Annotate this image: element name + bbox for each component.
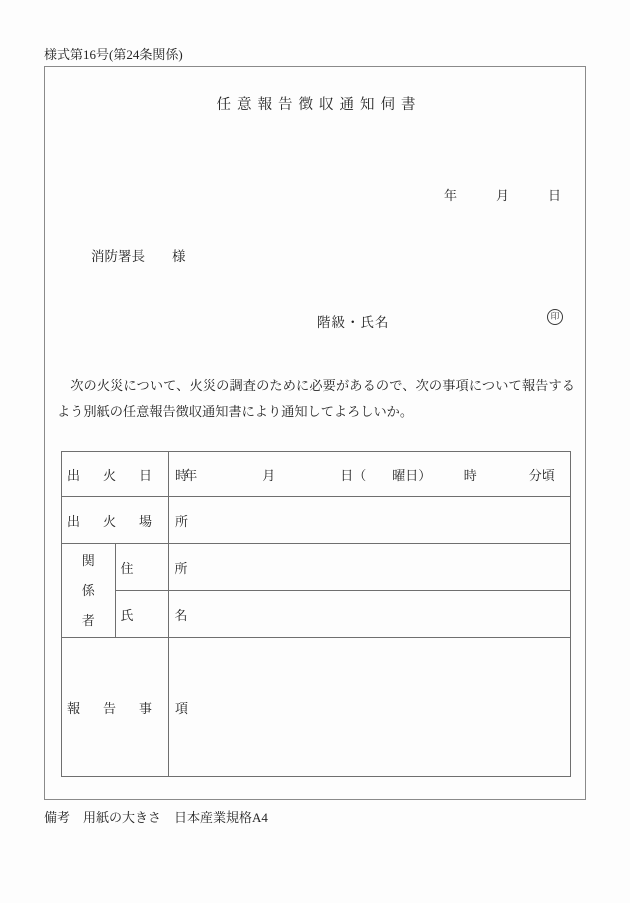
row-label-address: 住 所: [115, 544, 169, 591]
body-paragraph: [57, 373, 575, 425]
table-row-related-address: [62, 544, 571, 591]
row-label-related-person: [62, 544, 116, 638]
row-value-ignition-place[interactable]: [169, 497, 571, 544]
table-row-related-name: [62, 591, 571, 638]
addressee-line: 消防署長 様: [91, 249, 186, 264]
table-row-ignition-datetime: [62, 452, 571, 497]
row-value-report-items[interactable]: [169, 638, 571, 777]
table-row-report-items: [62, 638, 571, 777]
row-label-ignition-datetime: 出 火 日 時: [62, 452, 169, 497]
seal-icon-char: 印: [550, 312, 560, 322]
row-value-name[interactable]: [169, 591, 571, 638]
footer-note: 備考 用紙の大きさ 日本産業規格A4: [44, 810, 268, 825]
row-label-report-items: 報 告 事 項: [62, 638, 169, 777]
row-label-ignition-place: 出 火 場 所: [62, 497, 169, 544]
body-paragraph-text: 次の火災について、火災の調査のために必要があるので、次の事項について報告するよう別紙の任意報告徴収通知書により通知してよろしいか。: [57, 378, 575, 419]
related-person-char-2: 係: [81, 582, 95, 598]
fire-report-table: [61, 451, 571, 777]
table-row-ignition-place: [62, 497, 571, 544]
form-frame: [44, 66, 586, 800]
signature-label: 階級・氏名: [317, 315, 390, 330]
document-title: 任意報告徴収通知伺書: [216, 97, 422, 113]
related-person-char-3: 者: [81, 612, 95, 628]
row-label-name: 氏 名: [115, 591, 169, 638]
seal-icon: [547, 309, 563, 329]
related-person-char-1: 関: [81, 552, 95, 568]
signature-row: [45, 311, 587, 331]
form-number: 様式第16号(第24条関係): [44, 47, 183, 62]
row-value-ignition-datetime[interactable]: 年 月 日（ 曜日） 時 分頃: [169, 452, 571, 497]
date-line: 年 月 日: [443, 188, 561, 203]
row-value-address[interactable]: [169, 544, 571, 591]
